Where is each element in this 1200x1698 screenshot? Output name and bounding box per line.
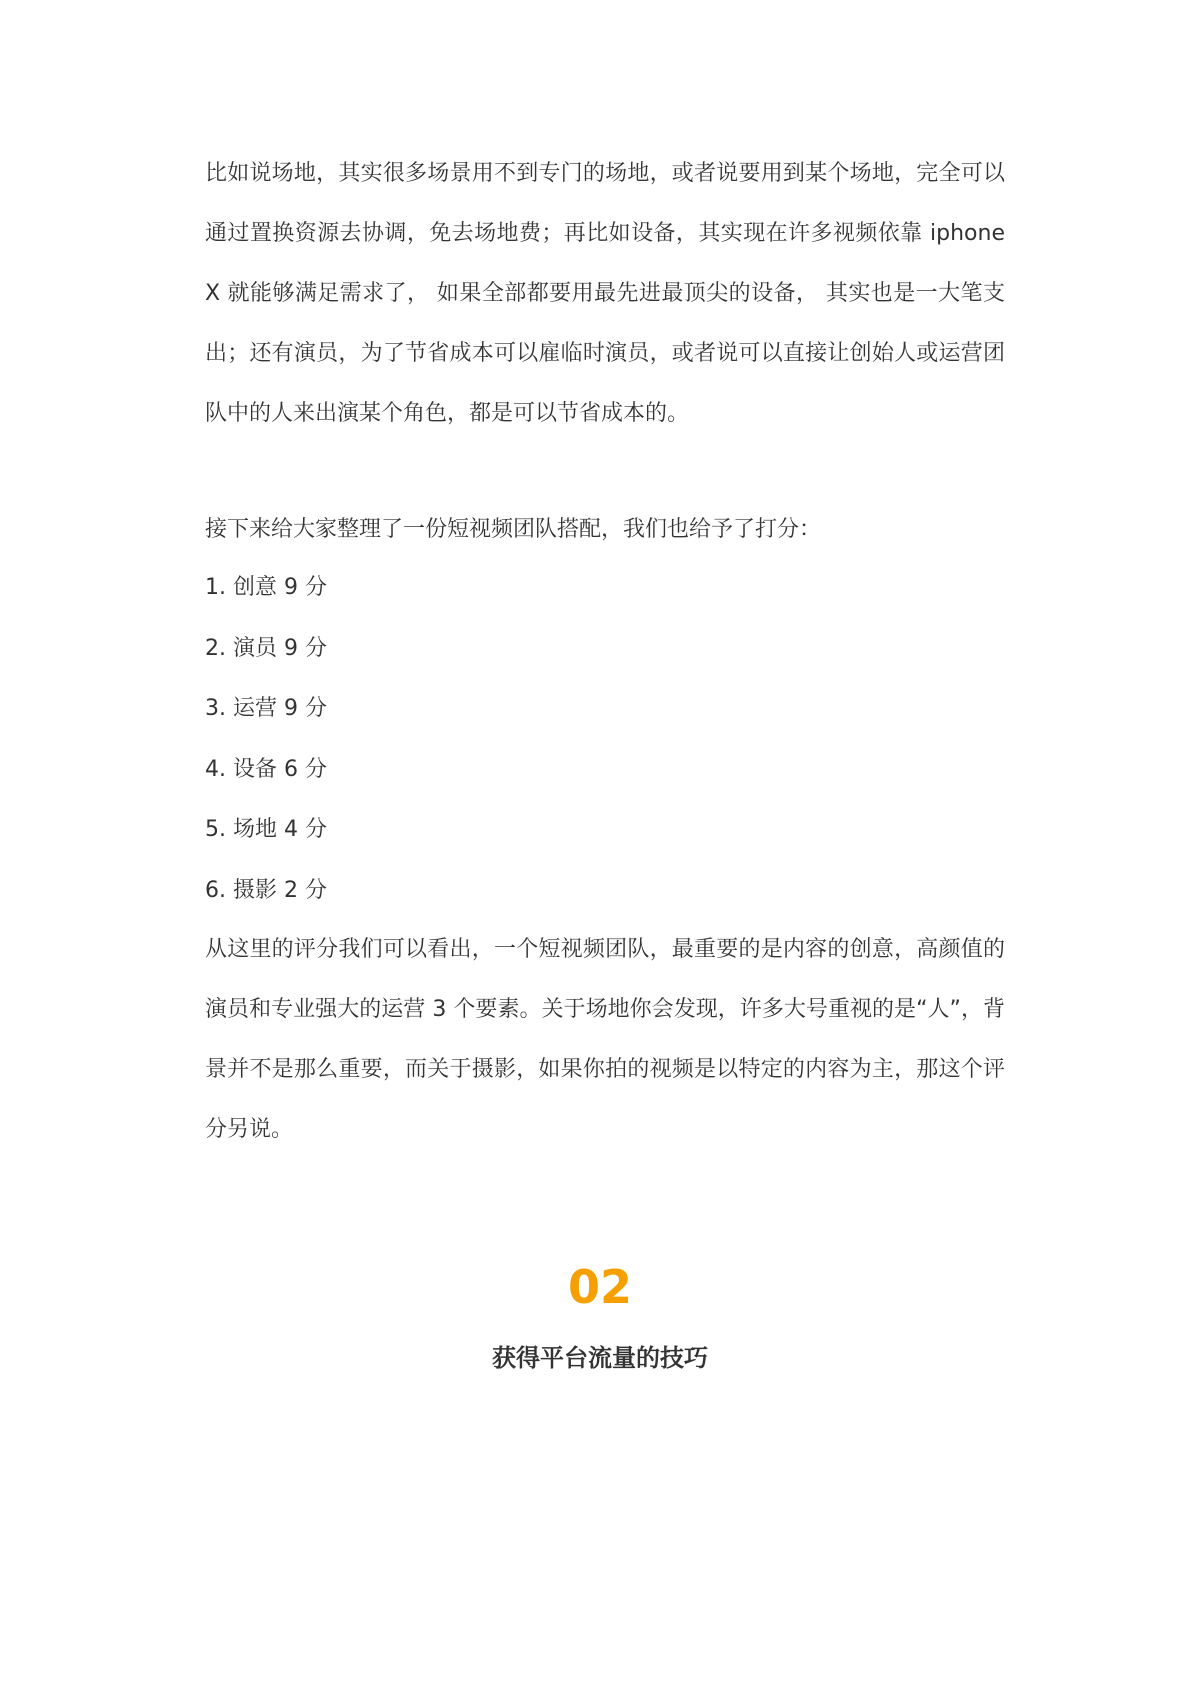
section-title: 获得平台流量的技巧	[492, 1344, 708, 1372]
list-item: 5. 场地 4 分	[205, 817, 327, 842]
paragraph-score-analysis: 从这里的评分我们可以看出，一个短视频团队，最重要的是内容的创意，高颜值的演员和专业强大的运营 3 个要素。关于场地你会发现，许多大号重视的是“人”，背景并不是那么重要，而关于摄影，如果你拍的视频是以特定的内容为主，那这个评分另说。	[205, 937, 1005, 1142]
list-item: 6. 摄影 2 分	[205, 877, 327, 903]
list-item: 3. 运营 9 分	[205, 696, 327, 721]
team-score-list	[205, 558, 1005, 921]
section-number: 02	[567, 1260, 632, 1314]
paragraph-cost-saving: 比如说场地，其实很多场景用不到专门的场地，或者说要用到某个场地，完全可以通过置换资源去协调，免去场地费；再比如设备，其实现在许多视频依靠 iphone X 就能够满足需求了， 如果全部都要用最先进最顶尖的设备， 其实也是一大笔支出；还有演员，为了节省成本可以雇临时演员，或者说可以直接让创始人或运营团队中的人来出演某个角色，都是可以节省成本的。	[205, 161, 1005, 426]
paragraph-team-intro: 接下来给大家整理了一份短视频团队搭配，我们也给予了打分：	[205, 517, 822, 542]
list-item: 2. 演员 9 分	[205, 635, 327, 661]
list-item: 4. 设备 6 分	[205, 756, 327, 782]
list-item: 1. 创意 9 分	[205, 575, 327, 600]
